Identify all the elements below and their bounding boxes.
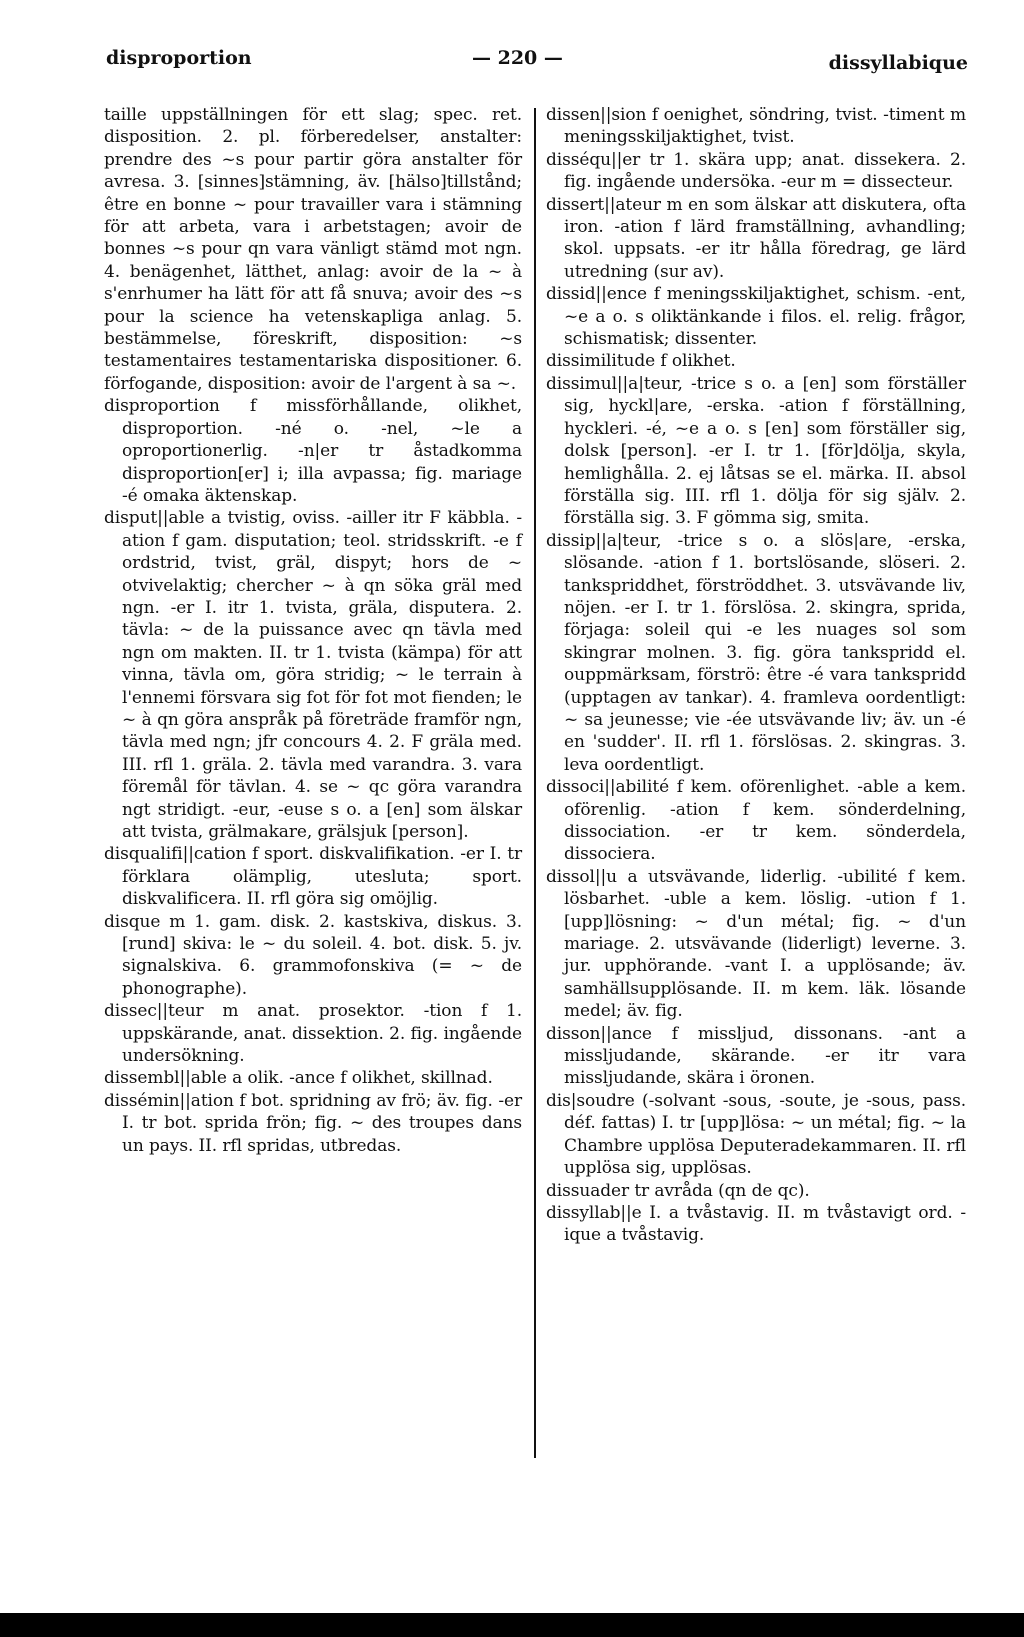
page-number: — 220 — (472, 47, 563, 69)
dictionary-entry: dissol||u a utsvävande, liderlig. -ubilité f kem. lösbarhet. -uble a kem. löslig. -ution f 1. [upp]lösning: ~ d'un métal; fig. ~ d'un mariage. 2. utsvävande (liderligt) leverne. 3. jur. upphörande. -vant I. a upplösande; äv. samhällsupplösande. II. m kem. läk. lösande medel; äv. fig. (546, 866, 966, 1022)
dictionary-entry: dis|soudre (-solvant -sous, -soute, je -sous, pass. déf. fattas) I. tr [upp]lösa: ~ un métal; fig. ~ la Chambre upplösa Deputeradekammaren. II. rfl upplösa sig, upplösas. (546, 1090, 966, 1179)
dictionary-entry: dissuader tr avråda (qn de qc). (546, 1180, 810, 1201)
dictionary-entry: disque m 1. gam. disk. 2. kastskiva, diskus. 3. [rund] skiva: le ~ du soleil. 4. bot. disk. 5. jv. signalskiva. 6. grammofonskiva (= ~ de phonographe). (104, 911, 522, 999)
dictionary-entry: dissen||sion f oenighet, söndring, tvist. -timent m meningsskiljaktighet, tvist. (546, 105, 966, 148)
dictionary-entry: disproportion f missförhållande, olikhet, disproportion. -né o. -nel, ~le a oproportionerlig. -n|er tr åstadkomma disproportion[er] i; illa avpassa; fig. mariage -é omaka äktenskap. (104, 396, 522, 506)
dictionary-entry: dissid||ence f meningsskiljaktighet, schism. -ent, ~e a o. s oliktänkande i filos. el. relig. frågor, schismatisk; dissenter. (546, 284, 966, 350)
running-head-right: dissyllabique (828, 52, 968, 74)
dictionary-entry: dissyllab||e I. a tvåstavig. II. m tvåstavigt ord. -ique a tvåstavig. (546, 1202, 966, 1246)
dictionary-entry: disson||ance f missljud, dissonans. -ant a missljudande, skärande. -er itr vara missljudande, skära i öronen. (546, 1023, 966, 1089)
dictionary-entry: dissémin||ation f bot. spridning av frö; äv. fig. -er I. tr bot. sprida frön; fig. ~ des troupes dans un pays. II. rfl spridas, utbredas. (104, 1090, 522, 1156)
dictionary-entry: disput||able a tvistig, oviss. -ailler itr F käbbla. -ation f gam. disputation; teol. stridsskrift. -e f ordstrid, tvist, gräl, dispyt; hors de ~ otvivelaktig; chercher ~ à qn söka gräl med ngn. -er I. itr 1. tvista, gräla, disputera. 2. tävla: ~ de la puissance avec qn tävla med ngn om makten. II. tr 1. tvista (kämpa) för att vinna, tävla om, göra stridig; ~ le terrain à l'ennemi försvara sig fot för fot mot fienden; le ~ à qn göra anspråk på företräde framför ngn, tävla med ngn; jfr concours 4. 2. F gräla med. III. rfl 1. gräla. 2. tävla med varandra. 3. vara föremål för tävlan. 4. se ~ qc göra varandra ngt stridigt. -eur, -euse s o. a [en] som älskar att tvista, grälmakare, grälsjuk [person]. (104, 508, 522, 842)
dictionary-entry: dissec||teur m anat. prosektor. -tion f 1. uppskärande, anat. dissektion. 2. fig. ingående undersökning. (104, 1001, 522, 1067)
left-column (104, 104, 522, 1157)
dictionary-entry: taille uppställningen för ett slag; spec. ret. disposition. 2. pl. förberedelser, anstalter: prendre des ~s pour partir göra anstalter för avresa. 3. [sinnes]stämning, äv. [hälso]tillstånd; être en bonne ~ pour travailler vara i stämning för att arbeta, vara i arbetstagen; avoir de bonnes ~s pour qn vara vänligt stämd mot ngn. 4. benägenhet, lätthet, anlag: avoir de la ~ à s'enrhumer ha lätt för att få snuva; avoir des ~s pour la science ha vetenskapliga anlag. 5. bestämmelse, föreskrift, disposition: ~s testamentaires testamentariska dispositioner. 6. förfogande, disposition: avoir de l'argent à sa ~. (104, 105, 522, 394)
right-column (546, 104, 966, 1247)
page-header (0, 0, 1024, 90)
scan-border (0, 1613, 1024, 1637)
running-head-left: disproportion (106, 47, 252, 69)
column-divider (534, 108, 536, 1458)
dictionary-entry: dissoci||abilité f kem. oförenlighet. -able a kem. oförenlig. -ation f kem. sönderdelning, dissociation. -er tr kem. sönderdela, dissociera. (546, 777, 966, 865)
dictionary-entry: dissimul||a|teur, -trice s o. a [en] som förställer sig, hyckl|are, -erska. -ation f förställning, hyckleri. -é, ~e a o. s [en] som förställer sig, dolsk [person]. -er I. tr 1. [för]dölja, skyla, hemlighålla. 2. ej låtsas se el. märka. II. absol förställa sig. III. rfl 1. dölja för sig själv. 2. förställa sig. 3. F gömma sig, smita. (546, 373, 966, 529)
dictionary-entry: dissembl||able a olik. -ance f olikhet, skillnad. (104, 1068, 493, 1089)
dictionary-entry: dissert||ateur m en som älskar att diskutera, ofta iron. -ation f lärd framställning, avhandling; skol. uppsats. -er itr hålla föredrag, ge lärd utredning (sur av). (546, 194, 966, 282)
dictionary-entry: dissip||a|teur, -trice s o. a slös|are, -erska, slösande. -ation f 1. bortslösande, slöseri. 2. tankspriddhet, förströddhet. 3. utsvävande liv, nöjen. -er I. tr 1. förslösa. 2. skingra, sprida, förjaga: soleil qui -e les nuages sol som skingrar molnen. 3. fig. göra tankspridd el. ouppmärksam, förströ: être -é vara tankspridd (upptagen av tankar). 4. framleva oordentligt: ~ sa jeunesse; vie -ée utsvävande liv; äv. un -é en 'sudder'. II. rfl 1. förslösas. 2. skingras. 3. leva oordentligt. (546, 530, 966, 775)
dictionary-entry: disséqu||er tr 1. skära upp; anat. dissekera. 2. fig. ingående undersöka. -eur m = dissecteur. (546, 149, 966, 193)
dictionary-entry: disqualifi||cation f sport. diskvalifikation. -er I. tr förklara olämplig, utesluta; sport. diskvalificera. II. rfl göra sig omöjlig. (104, 844, 522, 910)
dictionary-entry: dissimilitude f olikhet. (546, 351, 736, 372)
